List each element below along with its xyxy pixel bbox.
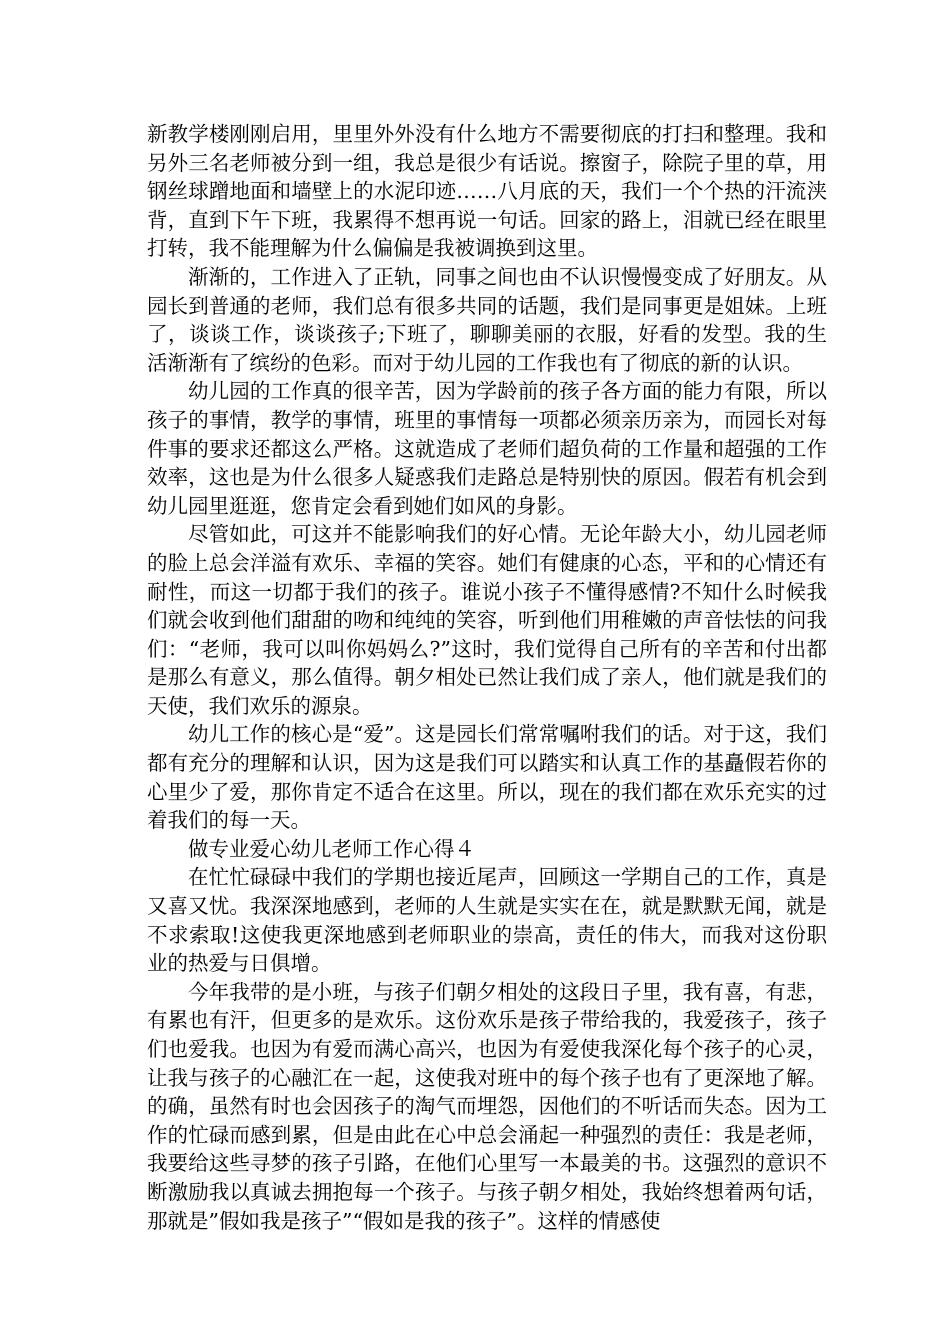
paragraph-4: 尽管如此，可这并不能影响我们的好心情。无论年龄大小，幼儿园老师的脸上总会洋溢有欢乐、幸福的笑容。她们有健康的心态，平和的心情还有耐性，而这一切都于我们的孩子。谁说小孩子不懂得感情?不知什么时候我们就会收到他们甜甜的吻和纯纯的笑容，听到他们用稚嫩的声音怯怯的问我们：“老师，我可以叫你妈妈么?”这时，我们觉得自己所有的辛苦和付出都是那么有意义，那么值得。朝夕相处已然让我们成了亲人，他们就是我们的天使，我们欢乐的源泉。 (147, 522, 827, 718)
paragraph-3: 幼儿园的工作真的很辛苦，因为学龄前的孩子各方面的能力有限，所以孩子的事情，教学的事情，班里的事情每一项都必须亲历亲为，而园长对每件事的要求还都这么严格。这就造成了老师们超负荷的工作量和超强的工作效率，这也是为什么很多人疑惑我们走路总是特别快的原因。假若有机会到幼儿园里逛逛，您肯定会看到她们如风的身影。 (147, 379, 827, 518)
paragraph-6: 在忙忙碌碌中我们的学期也接近尾声，回顾这一学期自己的工作，真是又喜又忧。我深深地感到，老师的人生就是实实在在，就是默默无闻，就是不求索取!这使我更深地感到老师职业的崇高，责任的伟大，而我对这份职业的热爱与日俱增。 (147, 865, 827, 976)
paragraph-1: 新教学楼刚刚启用，里里外外没有什么地方不需要彻底的打扫和整理。我和另外三名老师被分到一组，我总是很少有话说。擦窗子，除院子里的草，用钢丝球蹭地面和墙壁上的水泥印迹……八月底的天，我们一个个热的汗流浃背，直到下午下班，我累得不想再说一句话。回家的路上，泪就已经在眼里打转，我不能理解为什么偏偏是我被调换到这里。 (147, 122, 827, 261)
paragraph-7: 今年我带的是小班，与孩子们朝夕相处的这段日子里，我有喜，有悲，有累也有汗，但更多的是欢乐。这份欢乐是孩子带给我的，我爱孩子，孩子们也爱我。也因为有爱而满心高兴，也因为有爱使我深化每个孩子的心灵，让我与孩子的心融汇在一起，这使我对班中的每个孩子也有了更深地了解。的确，虽然有时也会因孩子的淘气而埋怨，因他们的不听话而失态。因为工作的忙碌而感到累，但是由此在心中总会涌起一种强烈的责任：我是老师，我要给这些寻梦的孩子引路，在他们心里写一本最美的书。这强烈的意识不断激励我以真诚去拥抱每一个孩子。与孩子朝夕相处，我始终想着两句话，那就是”假如我是孩子”“假如是我的孩子”。这样的情感使 (147, 979, 827, 1233)
section-heading: 做专业爱心幼儿老师工作心得４ (188, 836, 475, 861)
paragraph-2: 渐渐的，工作进入了正轨，同事之间也由不认识慢慢变成了好朋友。从园长到普通的老师，我们总有很多共同的话题，我们是同事更是姐妹。上班了，谈谈工作，谈谈孩子;下班了，聊聊美丽的衣服，好看的发型。我的生活渐渐有了缤纷的色彩。而对于幼儿园的工作我也有了彻底的新的认识。 (147, 264, 827, 375)
document-body (147, 120, 827, 1235)
paragraph-5: 幼儿工作的核心是“爱”。这是园长们常常嘱咐我们的话。对于这，我们都有充分的理解和认识，因为这是我们可以踏实和认真工作的基矗假若你的心里少了爱，那你肯定不适合在这里。所以，现在的我们都在欢乐充实的过着我们的每一天。 (147, 722, 827, 833)
